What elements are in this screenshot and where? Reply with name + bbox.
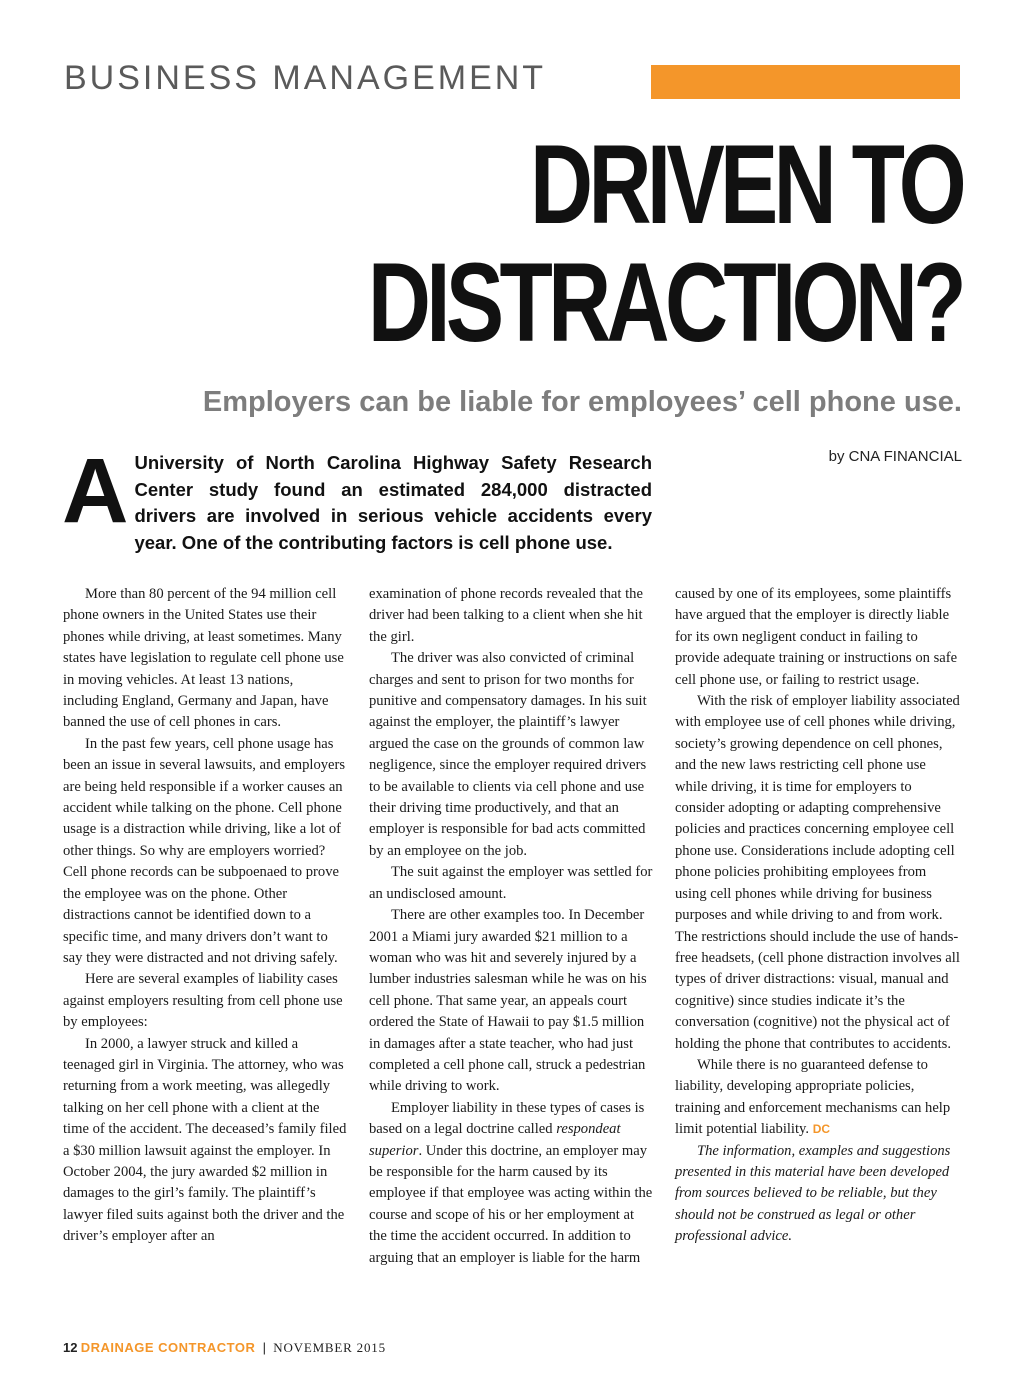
closing-text: While there is no guaranteed defense to liability, developing appropriate policies, training and enforcement mechanisms can help limit potential liability.: [675, 1056, 951, 1138]
body-column-1: [63, 584, 349, 1248]
intro-paragraph: [62, 440, 652, 556]
end-mark: DC: [812, 1122, 831, 1137]
paragraph: There are other examples too. In December 2001 a Miami jury awarded $21 million to a woman who was hit and severely injured by a lumber industries salesman while he was on his cell phone. That same year, an appeals court ordered the State of Hawaii to pay $1.5 million in damages after a state teacher, who had just completed a cell phone call, struck a pedestrian while driving to work.: [369, 907, 647, 1095]
paragraph-closing: [675, 1055, 961, 1141]
paragraph: More than 80 percent of the 94 million cell phone owners in the United States use their phones while driving, at least sometimes. Many states have legislation to regulate cell phone use in moving vehicles. At least 13 nations, including England, Germany and Japan, have banned the use of cell phones in cars.: [63, 586, 344, 731]
drop-cap: A: [62, 440, 129, 542]
paragraph: In the past few years, cell phone usage has been an issue in several lawsuits, and employers are being held responsible if a worker causes an accident while talking on the phone. Cell phone usage is a distraction while driving, like a lot of other things. So why are employers worried? Cell phone records can be subpoenaed to prove the employee was on the phone. Other distractions cannot be identified down to a specific time, and many drivers don’t want to say they were distracted and not driving safely.: [63, 735, 346, 966]
title-line-2: DISTRACTION?: [367, 240, 962, 365]
paragraph: The suit against the employer was settled for an undisclosed amount.: [369, 864, 653, 902]
section-label: BUSINESS MANAGEMENT: [64, 59, 547, 97]
article-title: [260, 122, 962, 365]
page-number: 12: [63, 1340, 78, 1355]
footer-separator: |: [262, 1340, 267, 1355]
body-column-3: [675, 584, 961, 1248]
title-line-1: DRIVEN TO: [530, 122, 962, 247]
byline: by CNA FINANCIAL: [828, 448, 962, 465]
paragraph-respondeat: Employer liability in these types of cases is based on a legal doctrine called respondeat superior. Under this doctrine, an employer may be responsible for the harm caused by its employee if that employee was acting within the course and scope of his or her employment at the time the accident occurred. In addition to arguing that an employer is liable for the harm: [369, 1099, 653, 1266]
legal-term: respondeat superior: [369, 1121, 621, 1159]
page-footer: [63, 1340, 386, 1356]
paragraph: Here are several examples of liability cases against employers resulting from cell phone use by employees:: [63, 971, 343, 1031]
magazine-name: DRAINAGE CONTRACTOR: [80, 1340, 256, 1355]
paragraph: With the risk of employer liability associated with employee use of cell phones while driving, society’s growing dependence on cell phones, and the new laws restricting cell phone use while driving, it is time for employers to consider adopting or adapting comprehensive policies and practices concerning employee cell phone use. Considerations include adopting cell phone policies prohibiting employees from using cell phones while driving for business purposes and while driving to and from work. The restrictions should include the use of hands-free headsets, (cell phone distraction involves all types of driver distractions: visual, manual and cognitive) since studies indicate it’s the conversation (cognitive) not the physical act of holding the phone that contributes to accidents.: [675, 693, 960, 1052]
paragraph: examination of phone records revealed that the driver had been talking to a client when she hit the girl.: [369, 586, 643, 645]
article-subtitle: Employers can be liable for employees’ cell phone use.: [202, 386, 962, 418]
body-column-2: [369, 584, 655, 1269]
paragraph: The driver was also convicted of criminal charges and sent to prison for two months for punitive and compensatory damages. In his suit against the employer, the plaintiff’s lawyer argued the case on the grounds of common law negligence, since the employer required drivers to be available to clients via cell phone and use their driving time productively, and that an employer is responsible for bad acts committed by an employee on the job.: [369, 650, 647, 859]
paragraph: caused by one of its employees, some plaintiffs have argued that the employer is directly liable for its own negligent conduct in failing to provide adequate training or instructions on safe cell phone use, or failing to restrict usage.: [675, 586, 958, 688]
intro-text: University of North Carolina Highway Safety Research Center study found an estimated 284,000 distracted drivers are involved in serious vehicle accidents every year. One of the contributing factors is cell phone use.: [134, 452, 652, 553]
section-accent-bar: [651, 65, 960, 99]
disclaimer: The information, examples and suggestions presented in this material have been developed from sources believed to be reliable, but they should not be construed as legal or other professional advice.: [675, 1142, 951, 1245]
paragraph: In 2000, a lawyer struck and killed a teenaged girl in Virginia. The attorney, who was returning from a work meeting, was allegedly talking on her cell phone with a client at the time of the accident. The deceased’s family filed a $30 million lawsuit against the employer. In October 2004, the jury awarded $2 million in damages to the girl’s family. The plaintiff’s lawyer filed suits against both the driver and the driver’s employer after an: [63, 1035, 347, 1245]
issue-date: NOVEMBER 2015: [273, 1340, 386, 1355]
